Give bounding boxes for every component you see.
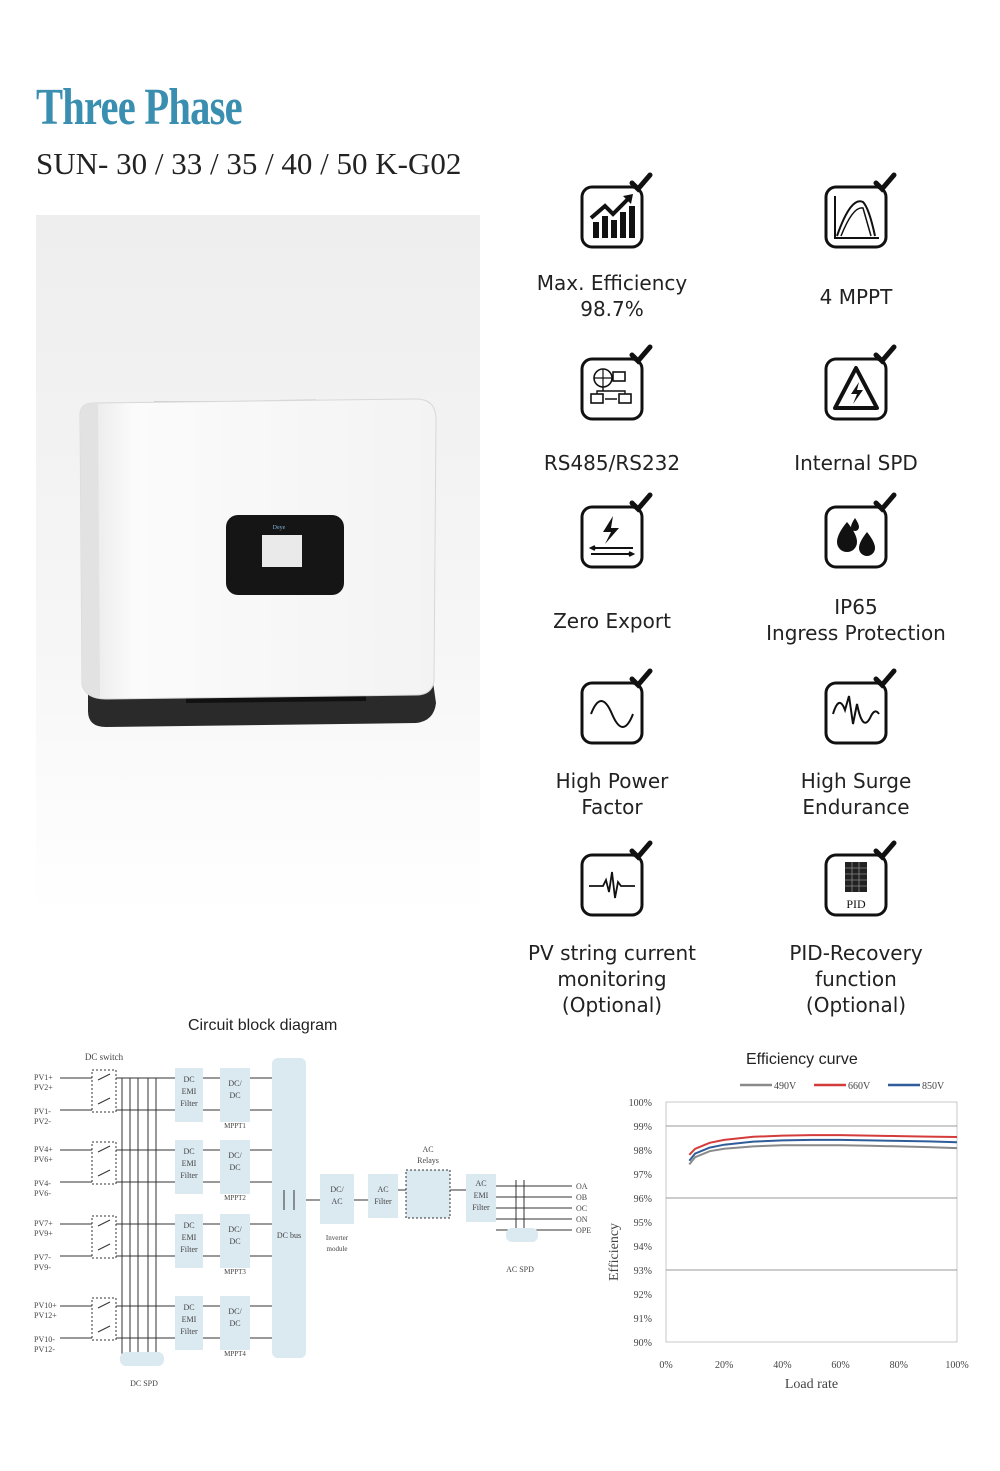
feature-ip65 [756,504,956,646]
switch-contact [98,1170,110,1176]
emi-filter-label: EMI [181,1087,197,1096]
ac-relays-label: Relays [417,1156,439,1165]
dcdc-label: DC/ [228,1151,242,1160]
efficiency-chart-icon [579,184,645,250]
dcdc-label: DC/ [228,1307,242,1316]
product-image-panel [36,215,480,915]
mppt-label: MPPT3 [224,1268,246,1276]
pv-input-label: PV1- [34,1107,51,1116]
x-tick-label: 20% [715,1360,734,1371]
dc-spd-box [120,1352,164,1366]
pv-input-label: PV7+ [34,1219,53,1228]
emi-filter-label: DC [183,1147,195,1156]
pv-input-label: PV7- [34,1253,51,1262]
output-label: OPE [576,1226,592,1235]
dcdc-label: DC/ [228,1225,242,1234]
feature-surge-endurance [756,680,956,820]
pv-input-label: PV2- [34,1117,51,1126]
y-tick-label: 94% [633,1242,652,1253]
feature-label: 4 MPPT [819,285,893,309]
dc-bus-label: DC bus [276,1231,302,1240]
diagram-title: Circuit block diagram [188,1017,338,1034]
output-label: OB [576,1193,588,1202]
water-drops-icon [823,504,889,570]
pv-input-label: PV6+ [34,1155,53,1164]
y-axis-label: Efficiency [607,1222,622,1282]
checkmark-icon [629,170,653,194]
pv-input-label: PV12+ [34,1311,57,1320]
y-tick-label: 99% [633,1122,652,1133]
checkmark-icon [629,490,653,514]
emi-filter-label: Filter [180,1171,198,1180]
emi-filter-label: Filter [180,1327,198,1336]
mppt-label: MPPT4 [224,1350,246,1358]
x-tick-label: 100% [945,1360,969,1371]
emi-filter-label: DC [183,1075,195,1084]
pv-input-label: PV9- [34,1263,51,1272]
checkmark-icon [873,170,897,194]
sine-wave-icon [579,680,645,746]
surge-protection-icon [823,356,889,422]
output-label: OA [576,1182,588,1191]
switch-contact [98,1220,110,1226]
y-tick-label: 98% [633,1146,652,1157]
pv-input-label: PV10+ [34,1301,57,1310]
feature-label: PID-Recovery function (Optional) [789,941,923,1017]
feature-string-monitoring [512,852,712,1018]
x-tick-label: 80% [889,1360,908,1371]
svg-text:Deye: Deye [272,525,286,531]
inverter-illustration [36,215,480,915]
dcdc-label: DC [229,1319,241,1328]
ac-filter-label: AC [377,1185,389,1194]
checkmark-icon [873,666,897,690]
network-communication-icon [579,356,645,422]
checkmark-icon [629,342,653,366]
ac-filter-box [368,1174,398,1218]
dcdc-label: DC [229,1237,241,1246]
emi-filter-label: DC [183,1303,195,1312]
dc-switch-box [92,1142,116,1184]
series-line-850V [689,1140,957,1161]
ac-spd-box [506,1228,538,1242]
y-tick-label: 90% [633,1338,652,1349]
output-label: ON [576,1215,588,1224]
surge-wave-icon [823,680,889,746]
checkmark-icon [629,838,653,862]
dcac-label: AC [331,1197,343,1206]
emi-filter-label: DC [183,1221,195,1230]
feature-power-factor [512,680,712,820]
efficiency-chart [600,1072,980,1402]
feature-label: RS485/RS232 [543,451,681,475]
plot-frame [666,1102,957,1342]
output-label: OC [576,1204,588,1213]
emi-filter-label: Filter [180,1099,198,1108]
x-tick-label: 40% [773,1360,792,1371]
switch-contact [98,1326,110,1332]
inverter-module-label: Inverter [325,1234,349,1242]
x-tick-label: 60% [831,1360,850,1371]
switch-contact [98,1146,110,1152]
ac-relays-box [406,1170,450,1218]
switch-contact [98,1074,110,1080]
legend-label: 850V [922,1081,945,1092]
feature-label: Zero Export [553,609,671,633]
dcdc-label: DC [229,1091,241,1100]
feature-label: PV string current monitoring (Optional) [527,941,697,1017]
emi-filter-label: EMI [181,1233,197,1242]
ac-spd-label: AC SPD [506,1265,534,1274]
y-tick-label: 100% [628,1098,652,1109]
switch-contact [98,1098,110,1104]
pv-input-label: PV2+ [34,1083,53,1092]
y-tick-label: 92% [633,1290,652,1301]
chart-title: Efficiency curve [746,1051,858,1068]
dc-switch-label: DC switch [84,1052,124,1062]
inverter-module-label: module [326,1245,348,1253]
legend-label: 660V [848,1081,871,1092]
page-title: Three Phase [36,79,242,136]
string-monitoring-icon [579,852,645,918]
dc-spd-label: DC SPD [130,1379,158,1388]
y-tick-label: 95% [633,1218,652,1229]
dc-bus-box [272,1058,306,1358]
dc-switch-box [92,1298,116,1340]
ac-emi-label: EMI [473,1191,489,1200]
dc-switch-box [92,1070,116,1112]
feature-label: High Surge Endurance [800,769,912,819]
mppt-label: MPPT1 [224,1122,246,1130]
y-tick-label: 93% [633,1266,652,1277]
legend-label: 490V [774,1081,797,1092]
emi-filter-label: EMI [181,1315,197,1324]
y-tick-label: 91% [633,1314,652,1325]
checkmark-icon [873,342,897,366]
ac-emi-label: Filter [472,1203,490,1212]
model-name: SUN- 30 / 33 / 35 / 40 / 50 K-G02 [36,146,462,181]
feature-label: Internal SPD [794,451,918,475]
switch-contact [98,1302,110,1308]
dcac-label: DC/ [330,1185,344,1194]
feature-zero-export [512,504,712,634]
pv-input-label: PV1+ [34,1073,53,1082]
pv-input-label: PV4- [34,1179,51,1188]
feature-mppt [756,184,956,310]
pv-input-label: PV4+ [34,1145,53,1154]
dcdc-label: DC [229,1163,241,1172]
checkmark-icon [873,490,897,514]
dcdc-label: DC/ [228,1079,242,1088]
ac-filter-label: Filter [374,1197,392,1206]
feature-rs485 [512,356,712,476]
circuit-block-diagram [0,1040,600,1400]
zero-export-icon [579,504,645,570]
y-tick-label: 96% [633,1194,652,1205]
ac-emi-label: AC [475,1179,487,1188]
series-line-490V [689,1145,957,1164]
pid-badge-text: PID [846,897,866,911]
mppt-label: MPPT2 [224,1194,246,1202]
ac-relays-label: AC [422,1145,434,1154]
emi-filter-label: EMI [181,1159,197,1168]
dc-switch-box [92,1216,116,1258]
feature-label: Max. Efficiency 98.7% [536,271,688,321]
pv-input-label: PV6- [34,1189,51,1198]
feature-max-efficiency [512,184,712,322]
pv-input-label: PV10- [34,1335,55,1344]
pid-panel-icon [823,852,889,918]
pv-input-label: PV9+ [34,1229,53,1238]
x-axis-label: Load rate [784,1377,839,1392]
feature-label: High Power Factor [555,769,669,819]
checkmark-icon [873,838,897,862]
x-tick-label: 0% [659,1360,673,1371]
pv-input-label: PV12- [34,1345,55,1354]
feature-label: IP65 Ingress Protection [766,595,946,645]
feature-internal-spd [756,356,956,476]
mppt-curve-icon [823,184,889,250]
switch-contact [98,1244,110,1250]
feature-pid-recovery [756,852,956,1018]
y-tick-label: 97% [633,1170,652,1181]
emi-filter-label: Filter [180,1245,198,1254]
checkmark-icon [629,666,653,690]
